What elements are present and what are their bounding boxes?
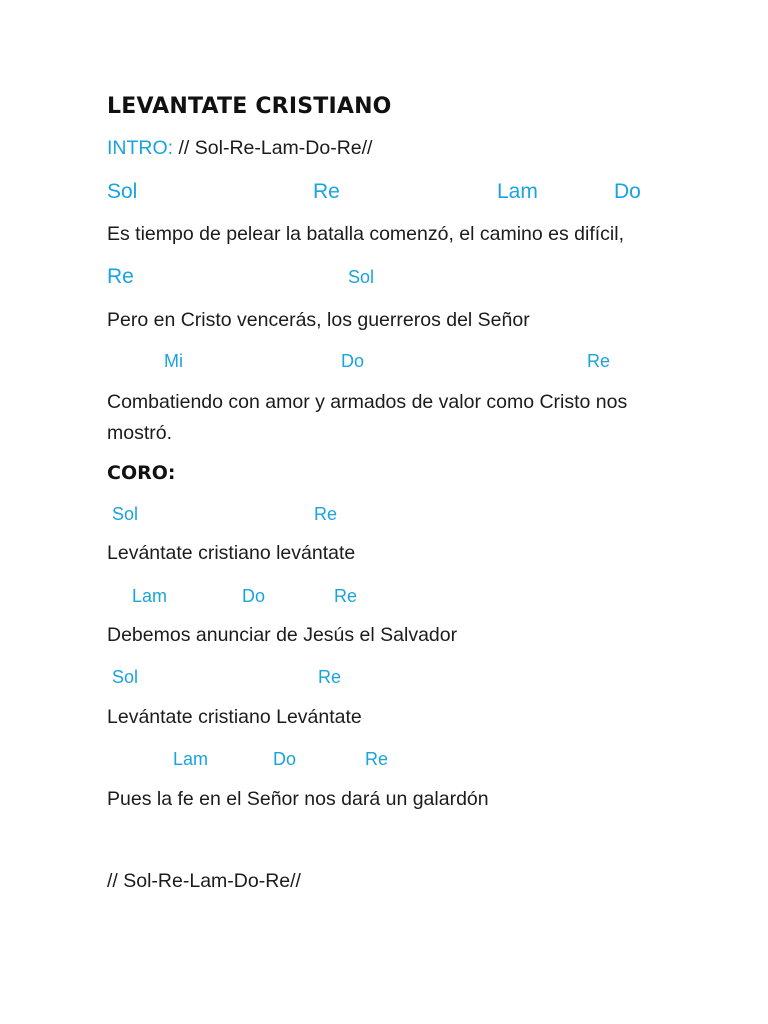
chorus-lyric: Debemos anunciar de Jesús el Salvador: [107, 624, 458, 646]
intro-progression: // Sol-Re-Lam-Do-Re//: [173, 137, 373, 159]
chorus-lyric: Levántate cristiano Levántate: [107, 706, 362, 728]
chorus-chord: Do: [273, 749, 297, 769]
intro-line: [107, 139, 372, 159]
intro-label: INTRO:: [107, 137, 174, 159]
outro-progression: // Sol-Re-Lam-Do-Re//: [107, 870, 301, 892]
chorus-chord: Re: [314, 504, 338, 524]
verse-chord: Re: [107, 265, 134, 288]
verse-lyric: mostró.: [107, 422, 173, 444]
verse-chord: Sol: [107, 180, 138, 203]
verse-chord: Mi: [164, 351, 183, 371]
verse-chord: Do: [614, 180, 641, 203]
verse-chord: Re: [587, 351, 611, 371]
chorus-chord: Sol: [112, 667, 139, 687]
verse-lyric: Es tiempo de pelear la batalla comenzó, el camino es difícil,: [107, 223, 625, 245]
chorus-chord: Lam: [132, 586, 168, 606]
chorus-heading: CORO:: [107, 462, 176, 484]
chorus-chord: Re: [334, 586, 358, 606]
verse-lyric: Pero en Cristo vencerás, los guerreros del Señor: [107, 309, 530, 331]
verse-chord: Do: [341, 351, 365, 371]
chorus-chord: Do: [242, 586, 266, 606]
verse-lyric: Combatiendo con amor y armados de valor como Cristo nos: [107, 391, 628, 413]
song-title: LEVANTATE CRISTIANO: [107, 94, 392, 119]
chorus-lyric: Levántate cristiano levántate: [107, 542, 356, 564]
chorus-chord: Sol: [112, 504, 139, 524]
chorus-chord: Re: [318, 667, 342, 687]
verse-chord: Re: [313, 180, 340, 203]
chorus-lyric: Pues la fe en el Señor nos dará un galardón: [107, 788, 489, 810]
verse-chord: Sol: [348, 267, 375, 287]
chorus-chord: Lam: [173, 749, 209, 769]
chorus-chord: Re: [365, 749, 389, 769]
verse-chord: Lam: [497, 180, 538, 203]
